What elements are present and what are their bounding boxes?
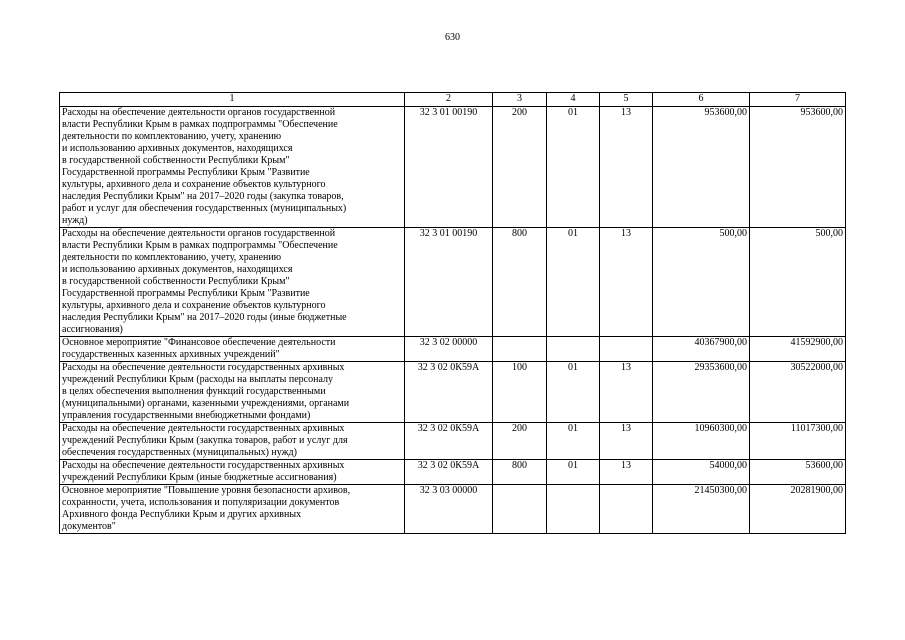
row-col4: 01 (547, 228, 600, 337)
table-row (60, 423, 846, 460)
table-row (60, 228, 846, 337)
row-col3: 100 (493, 362, 547, 423)
row-description: Расходы на обеспечение деятельности государственных архивных учреждений Республики Крым (расходы на выплаты персоналу в целях обеспечения выполнения функций государственными (муниципальными) органами, казенными учреждениями, органами управления государственными внебюджетными фондами) (60, 362, 405, 423)
row-col3: 200 (493, 423, 547, 460)
row-amount-1: 10960300,00 (653, 423, 750, 460)
row-col5: 13 (600, 228, 653, 337)
row-col3: 800 (493, 460, 547, 485)
row-col3: 200 (493, 107, 547, 228)
row-code: 32 3 01 00190 (405, 107, 493, 228)
table-row (60, 362, 846, 423)
row-code: 32 3 03 00000 (405, 485, 493, 534)
row-description: Расходы на обеспечение деятельности органов государственной власти Республики Крым в рамках подпрограммы "Обеспечение деятельности по комплектованию, учету, хранению и использованию архивных документов, находящихся в государственной собственности Республики Крым" Государственной программы Республики Крым "Развитие культуры, архивного дела и сохранение объектов культурного наследия Республики Крым" на 2017–2020 годы (иные бюджетные ассигнования) (60, 228, 405, 337)
header-col-1: 1 (60, 93, 405, 107)
row-amount-1: 500,00 (653, 228, 750, 337)
row-col5 (600, 337, 653, 362)
table-row (60, 460, 846, 485)
row-amount-2: 30522000,00 (750, 362, 846, 423)
row-code: 32 3 01 00190 (405, 228, 493, 337)
row-code: 32 3 02 0К59А (405, 423, 493, 460)
row-amount-2: 500,00 (750, 228, 846, 337)
row-description: Расходы на обеспечение деятельности органов государственной власти Республики Крым в рамках подпрограммы "Обеспечение деятельности по комплектованию, учету, хранению и использованию архивных документов, находящихся в государственной собственности Республики Крым" Государственной программы Республики Крым "Развитие культуры, архивного дела и сохранение объектов культурного наследия Республики Крым" на 2017–2020 годы (закупка товаров, работ и услуг для обеспечения государственных (муниципальных) нужд) (60, 107, 405, 228)
row-amount-1: 953600,00 (653, 107, 750, 228)
row-col4 (547, 337, 600, 362)
row-code: 32 3 02 0К59А (405, 362, 493, 423)
table-row (60, 485, 846, 534)
row-description: Расходы на обеспечение деятельности государственных архивных учреждений Республики Крым (закупка товаров, работ и услуг для обеспечения государственных (муниципальных) нужд) (60, 423, 405, 460)
row-amount-1: 54000,00 (653, 460, 750, 485)
row-amount-2: 20281900,00 (750, 485, 846, 534)
row-col3 (493, 337, 547, 362)
row-description: Расходы на обеспечение деятельности государственных архивных учреждений Республики Крым (иные бюджетные ассигнования) (60, 460, 405, 485)
row-col3: 800 (493, 228, 547, 337)
row-col4 (547, 485, 600, 534)
table-row (60, 107, 846, 228)
row-col5: 13 (600, 362, 653, 423)
row-col4: 01 (547, 423, 600, 460)
header-col-6: 6 (653, 93, 750, 107)
row-description: Основное мероприятие "Повышение уровня безопасности архивов, сохранности, учета, использования и популяризации документов Архивного фонда Республики Крым и других архивных документов" (60, 485, 405, 534)
row-col5: 13 (600, 107, 653, 228)
row-col5: 13 (600, 460, 653, 485)
row-description: Основное мероприятие "Финансовое обеспечение деятельности государственных казенных архивных учреждений" (60, 337, 405, 362)
row-col3 (493, 485, 547, 534)
row-amount-1: 29353600,00 (653, 362, 750, 423)
row-amount-1: 40367900,00 (653, 337, 750, 362)
row-col5 (600, 485, 653, 534)
table-row (60, 337, 846, 362)
row-col4: 01 (547, 460, 600, 485)
row-col4: 01 (547, 107, 600, 228)
header-col-3: 3 (493, 93, 547, 107)
header-col-5: 5 (600, 93, 653, 107)
row-amount-1: 21450300,00 (653, 485, 750, 534)
page-number: 630 (445, 32, 460, 43)
header-col-7: 7 (750, 93, 846, 107)
table-header-row (60, 93, 846, 107)
budget-table (59, 92, 846, 534)
row-code: 32 3 02 0К59А (405, 460, 493, 485)
row-code: 32 3 02 00000 (405, 337, 493, 362)
row-amount-2: 11017300,00 (750, 423, 846, 460)
row-amount-2: 953600,00 (750, 107, 846, 228)
row-col5: 13 (600, 423, 653, 460)
row-amount-2: 41592900,00 (750, 337, 846, 362)
row-amount-2: 53600,00 (750, 460, 846, 485)
header-col-4: 4 (547, 93, 600, 107)
header-col-2: 2 (405, 93, 493, 107)
row-col4: 01 (547, 362, 600, 423)
